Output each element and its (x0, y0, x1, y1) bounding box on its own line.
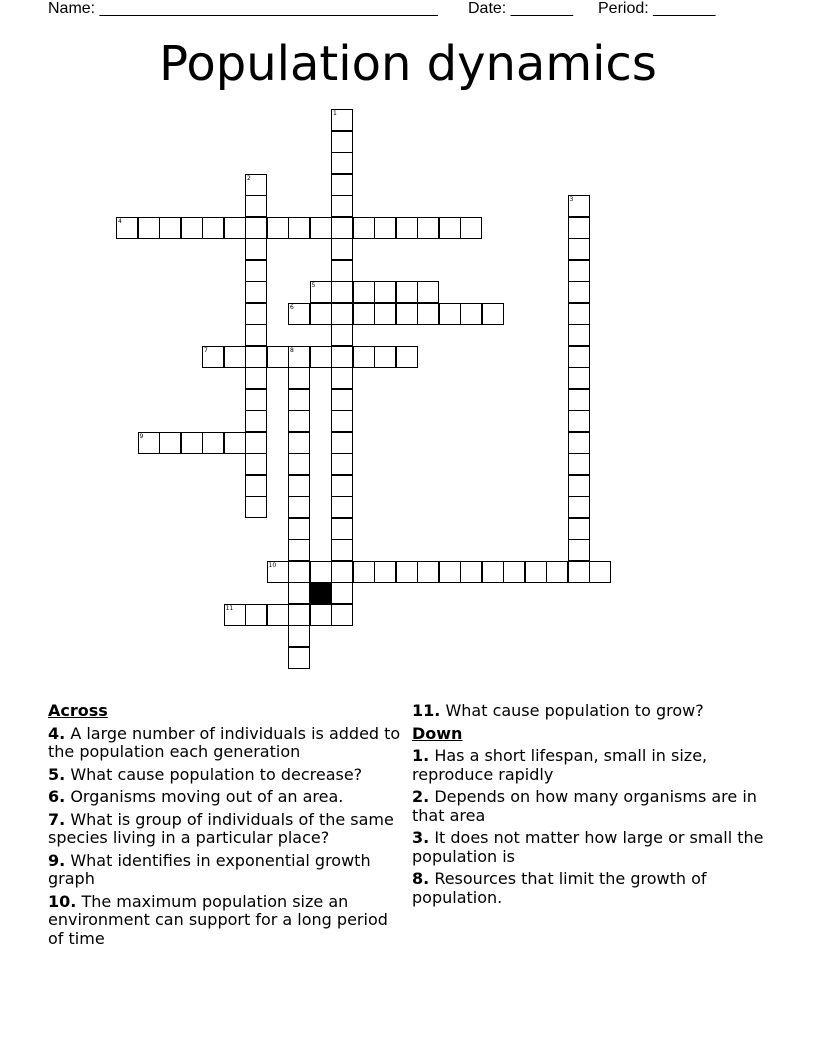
grid-cell[interactable] (374, 281, 396, 303)
clue-number-label: 10 (268, 561, 277, 569)
clue-number-label: 4 (118, 217, 122, 225)
clue-across-11 (412, 702, 767, 721)
grid-cell[interactable] (568, 238, 590, 260)
grid-cell[interactable] (331, 152, 353, 174)
clue-number: 10. (48, 891, 77, 911)
grid-cell[interactable] (331, 475, 353, 497)
grid-cell[interactable] (460, 561, 482, 583)
name-field[interactable]: Name: ______________________________________ (48, 0, 438, 17)
grid-cell[interactable] (288, 367, 310, 389)
grid-cell[interactable] (245, 389, 267, 411)
grid-cell[interactable] (331, 109, 353, 131)
grid-cell[interactable] (310, 604, 332, 626)
clue-number-label: 5 (311, 282, 316, 289)
grid-cell[interactable] (331, 324, 353, 346)
grid-cell[interactable] (288, 496, 310, 518)
clue-text: What is group of individuals of the same species living in a particular place? (48, 809, 394, 847)
grid-cell[interactable] (568, 217, 590, 239)
grid-cell[interactable] (310, 346, 332, 368)
clue-text: Organisms moving out of an area. (70, 787, 344, 806)
grid-cell[interactable] (245, 346, 267, 368)
grid-cell[interactable] (374, 561, 396, 583)
grid-cell[interactable] (159, 432, 181, 454)
grid-cell[interactable] (245, 238, 267, 260)
clue-number: 8. (412, 869, 430, 888)
grid-cell[interactable] (116, 217, 138, 239)
clue-across-10 (48, 893, 403, 949)
date-field[interactable]: Date: _______ (468, 0, 573, 17)
grid-cell[interactable] (331, 303, 353, 325)
grid-cell[interactable] (245, 260, 267, 282)
clue-across-6 (48, 788, 403, 807)
grid-cell[interactable] (288, 561, 310, 583)
grid-cell[interactable] (331, 561, 353, 583)
grid-cell[interactable] (267, 561, 289, 583)
grid-cell[interactable] (568, 367, 590, 389)
grid-cell[interactable] (288, 410, 310, 432)
clue-text: A large number of individuals is added to the population each generation (48, 723, 401, 761)
grid-cell[interactable] (288, 604, 310, 626)
clues-right-column (412, 702, 767, 911)
grid-cell[interactable] (568, 281, 590, 303)
grid-cell[interactable] (245, 324, 267, 346)
grid-cell[interactable] (267, 217, 289, 239)
grid-cell[interactable] (224, 432, 246, 454)
grid-cell[interactable] (288, 625, 310, 647)
grid-cell[interactable] (331, 238, 353, 260)
clue-number: 11. (412, 701, 441, 720)
grid-cell[interactable] (568, 303, 590, 325)
grid-cell[interactable] (310, 217, 332, 239)
clue-number: 2. (412, 787, 430, 806)
clue-down-8 (412, 870, 767, 907)
grid-cell[interactable] (331, 518, 353, 540)
grid-cell[interactable] (245, 367, 267, 389)
grid-cell[interactable] (331, 604, 353, 626)
grid-cell[interactable] (224, 217, 246, 239)
clue-number: 3. (412, 828, 430, 847)
grid-cell[interactable] (568, 561, 590, 583)
grid-cell[interactable] (138, 432, 160, 454)
clue-text: Resources that limit the growth of population. (412, 869, 707, 907)
grid-cell[interactable] (331, 496, 353, 518)
clue-number-label: 3 (569, 196, 574, 203)
down-heading: Down (412, 723, 463, 743)
grid-cell[interactable] (568, 260, 590, 282)
grid-cell[interactable] (288, 582, 310, 604)
grid-cell[interactable] (202, 217, 224, 239)
grid-cell[interactable] (417, 217, 439, 239)
grid-cell[interactable] (589, 561, 611, 583)
clue-down-2 (412, 788, 767, 825)
grid-cell[interactable] (568, 453, 590, 475)
grid-cell[interactable] (417, 281, 439, 303)
clue-down-3 (412, 829, 767, 866)
grid-cell[interactable] (460, 217, 482, 239)
grid-cell[interactable] (396, 303, 418, 325)
grid-cell[interactable] (503, 561, 525, 583)
grid-cell[interactable] (374, 303, 396, 325)
grid-cell[interactable] (482, 303, 504, 325)
grid-cell[interactable] (288, 518, 310, 540)
clue-number: 1. (412, 746, 430, 765)
grid-cell[interactable] (267, 604, 289, 626)
grid-cell[interactable] (245, 604, 267, 626)
clue-number: 6. (48, 787, 66, 806)
grid-cell[interactable] (310, 561, 332, 583)
page-title: Population dynamics (159, 36, 657, 92)
grid-cell[interactable] (417, 303, 439, 325)
grid-cell[interactable] (245, 453, 267, 475)
clue-text: What identifies in exponential growth graph (48, 850, 371, 888)
grid-cell[interactable] (331, 195, 353, 217)
grid-cell[interactable] (331, 174, 353, 196)
period-field[interactable]: Period: _______ (598, 0, 716, 17)
clue-number-label: 11 (225, 604, 234, 612)
grid-cell[interactable] (331, 281, 353, 303)
grid-cell[interactable] (245, 217, 267, 239)
grid-cell[interactable] (310, 281, 332, 303)
grid-cell[interactable] (331, 131, 353, 153)
grid-cell[interactable] (374, 217, 396, 239)
clue-across-4 (48, 725, 403, 762)
grid-cell[interactable] (245, 195, 267, 217)
clue-down-1 (412, 747, 767, 784)
grid-cell[interactable] (245, 496, 267, 518)
grid-cell[interactable] (396, 281, 418, 303)
grid-cell[interactable] (331, 582, 353, 604)
grid-cell[interactable] (353, 346, 375, 368)
clue-across-9 (48, 852, 403, 889)
grid-cell[interactable] (288, 453, 310, 475)
grid-cell[interactable] (353, 561, 375, 583)
grid-cell[interactable] (353, 303, 375, 325)
grid-cell[interactable] (568, 518, 590, 540)
across-heading: Across (48, 701, 108, 720)
grid-cell[interactable] (331, 367, 353, 389)
grid-cell[interactable] (288, 389, 310, 411)
clue-number-label: 6 (290, 303, 294, 311)
grid-cell[interactable] (245, 281, 267, 303)
clues-left-column (48, 702, 403, 952)
grid-cell[interactable] (288, 346, 310, 368)
grid-cell[interactable] (568, 346, 590, 368)
grid-cell[interactable] (331, 346, 353, 368)
grid-cell[interactable] (353, 281, 375, 303)
clue-text: Depends on how many organisms are in that area (412, 787, 757, 825)
grid-cell[interactable] (331, 260, 353, 282)
grid-cell[interactable] (331, 453, 353, 475)
clue-text: It does not matter how large or small the population is (412, 828, 764, 866)
grid-cell[interactable] (568, 432, 590, 454)
grid-cell[interactable] (568, 410, 590, 432)
grid-cell[interactable] (202, 346, 224, 368)
grid-cell[interactable] (396, 217, 418, 239)
clue-across-7 (48, 811, 403, 848)
clue-text: What cause population to grow? (445, 701, 704, 720)
grid-cell[interactable] (482, 561, 504, 583)
clue-number-label: 2 (247, 174, 251, 182)
grid-cell[interactable] (331, 539, 353, 561)
grid-cell[interactable] (288, 217, 310, 239)
grid-cell[interactable] (439, 561, 461, 583)
grid-cell[interactable] (138, 217, 160, 239)
clue-number-label: 7 (204, 346, 208, 354)
clue-number: 5. (48, 764, 66, 784)
clue-number: 7. (48, 809, 66, 829)
grid-cell[interactable] (568, 324, 590, 346)
grid-cell[interactable] (331, 432, 353, 454)
grid-cell[interactable] (245, 174, 267, 196)
grid-cell[interactable] (439, 217, 461, 239)
clue-number-label: 1 (333, 110, 337, 117)
grid-cell-blocked (310, 582, 332, 604)
grid-cell[interactable] (568, 539, 590, 561)
grid-cell[interactable] (331, 410, 353, 432)
grid-cell[interactable] (224, 604, 246, 626)
clue-number: 9. (48, 850, 66, 870)
grid-cell[interactable] (245, 432, 267, 454)
grid-cell[interactable] (353, 217, 375, 239)
clue-number-label: 8 (290, 346, 294, 354)
grid-cell[interactable] (460, 303, 482, 325)
grid-cell[interactable] (245, 303, 267, 325)
grid-cell[interactable] (245, 475, 267, 497)
grid-cell[interactable] (288, 647, 310, 669)
grid-cell[interactable] (288, 303, 310, 325)
grid-cell[interactable] (310, 303, 332, 325)
grid-cell[interactable] (396, 561, 418, 583)
clue-text: Has a short lifespan, small in size, reproduce rapidly (412, 746, 708, 784)
grid-cell[interactable] (245, 410, 267, 432)
clue-text: What cause population to decrease? (70, 764, 363, 784)
grid-cell[interactable] (568, 475, 590, 497)
grid-cell[interactable] (439, 303, 461, 325)
grid-cell[interactable] (288, 432, 310, 454)
grid-cell[interactable] (568, 389, 590, 411)
grid-cell[interactable] (202, 432, 224, 454)
grid-cell[interactable] (374, 346, 396, 368)
grid-cell[interactable] (181, 217, 203, 239)
grid-cell[interactable] (288, 539, 310, 561)
clue-across-5 (48, 766, 403, 785)
grid-cell[interactable] (546, 561, 568, 583)
grid-cell[interactable] (267, 346, 289, 368)
grid-cell[interactable] (396, 346, 418, 368)
clue-number: 4. (48, 723, 66, 743)
grid-cell[interactable] (288, 475, 310, 497)
clue-number-label: 9 (139, 432, 144, 440)
grid-cell[interactable] (568, 496, 590, 518)
grid-cell[interactable] (181, 432, 203, 454)
grid-cell[interactable] (568, 195, 590, 217)
clue-text: The maximum population size an environment can support for a long period of time (48, 891, 388, 948)
grid-cell[interactable] (224, 346, 246, 368)
grid-cell[interactable] (417, 561, 439, 583)
grid-cell[interactable] (525, 561, 547, 583)
grid-cell[interactable] (331, 389, 353, 411)
grid-cell[interactable] (331, 217, 353, 239)
grid-cell[interactable] (159, 217, 181, 239)
